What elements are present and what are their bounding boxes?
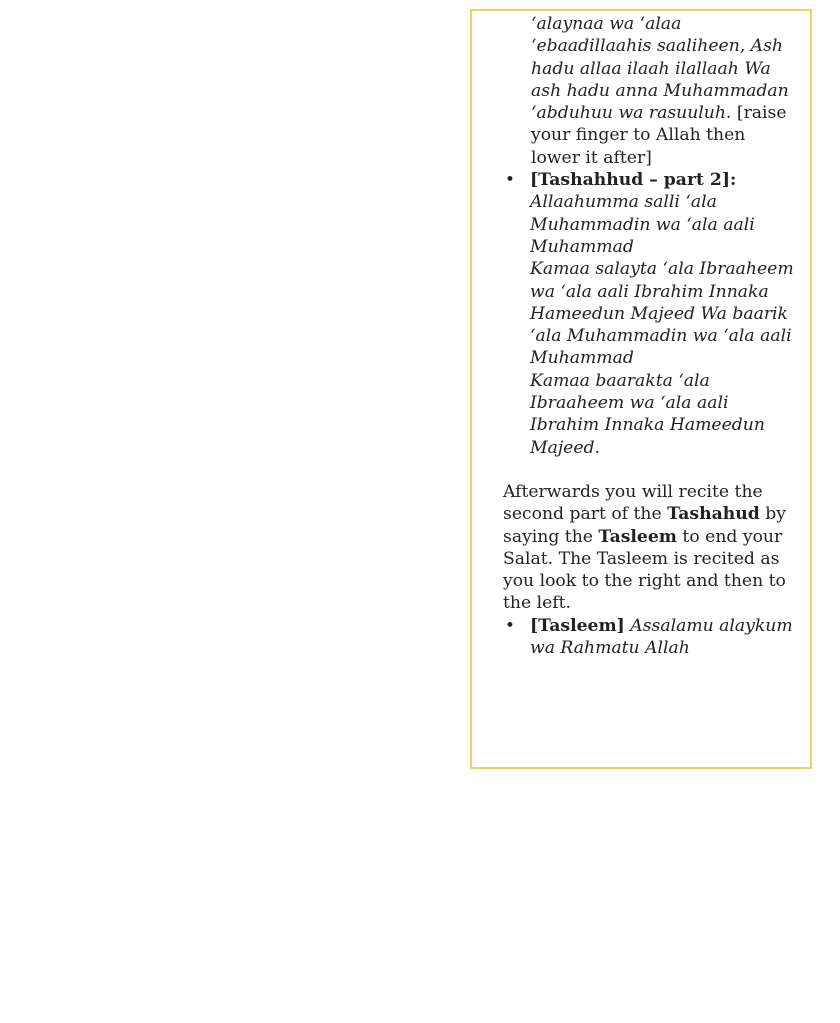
bullet-icon: • bbox=[504, 170, 516, 191]
tashahhud-part2-line1: Allaahumma salli ‘ala Muhammadin wa ‘ala aali Muhammad bbox=[530, 192, 755, 257]
afterwards-text-2: by saying the bbox=[503, 504, 786, 547]
afterwards-text-1: Afterwards you will recite the second part of the bbox=[503, 481, 763, 525]
tashahhud-part2-line3: Kamaa baarakta ‘ala Ibraaheem wa ‘ala aali Ibrahim Innaka Hameedun Majeed. bbox=[530, 370, 765, 458]
tashahhud-part2-list bbox=[503, 169, 798, 459]
tasleem-list bbox=[503, 615, 798, 660]
finger-instruction: [raise your finger to Allah then lower it after] bbox=[531, 103, 787, 168]
tasleem-text: Assalamu alaykum wa Rahmatu Allah bbox=[530, 615, 793, 659]
afterwards-bold-tasleem: Tasleem bbox=[598, 526, 677, 547]
tasleem-label: [Tasleem] bbox=[530, 615, 625, 636]
bullet-icon: • bbox=[504, 615, 516, 636]
text-panel bbox=[470, 9, 812, 769]
panel-content bbox=[503, 11, 798, 659]
afterwards-text-3: to end your Salat. The Tasleem is recited as you look to the right and then to the left. bbox=[503, 526, 786, 614]
tashahhud-part1-continuation bbox=[503, 13, 798, 169]
tashahhud-part1-italic: ‘alaynaa wa ‘alaa ‘ebaadillaahis saaliheen, Ash hadu allaa ilaah ilallaah Wa ash hadu anna Muhammadan ‘abduhuu wa rasuuluh. bbox=[531, 14, 789, 124]
afterwards-bold-tashahud: Tashahud bbox=[667, 504, 760, 525]
afterwards-paragraph bbox=[503, 481, 798, 615]
tashahhud-part2-line2: Kamaa salayta ‘ala Ibraaheem wa ‘ala aali Ibrahim Innaka Hameedun Majeed Wa baarik ‘ala Muhammadin wa ‘ala aali Muhammad bbox=[530, 259, 794, 369]
list-item-tasleem bbox=[503, 615, 798, 660]
tashahhud-part2-label: [Tashahhud – part 2]: bbox=[530, 170, 737, 191]
list-item-tashahhud-part2 bbox=[503, 169, 798, 459]
